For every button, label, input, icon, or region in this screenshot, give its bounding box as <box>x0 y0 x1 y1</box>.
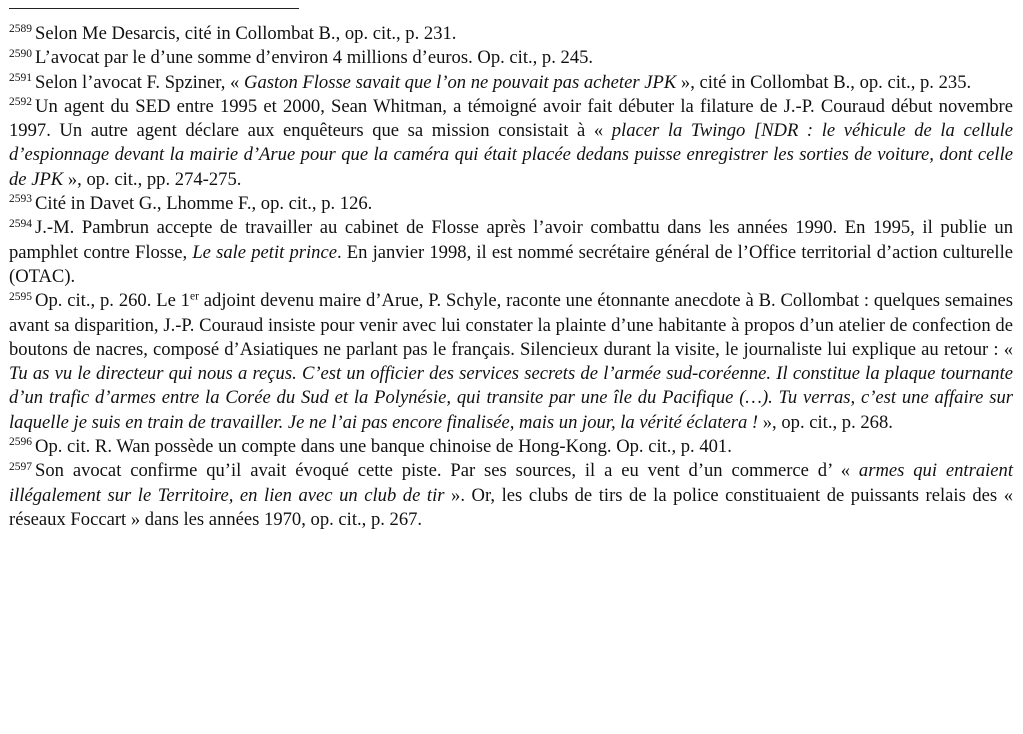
footnote-text: Selon Me Desarcis, cité in Collombat B., op. cit., p. 231. <box>35 23 457 44</box>
ordinal-superscript: er <box>189 290 199 303</box>
footnote-number: 2597 <box>9 460 33 473</box>
footnote-number: 2594 <box>9 217 33 230</box>
footnote <box>9 216 1013 289</box>
footnote-quote: Le sale petit prince <box>192 241 337 263</box>
footnote <box>9 71 1013 95</box>
footnote-text: L’avocat par le d’une somme d’environ 4 millions d’euros. Op. cit., p. 245. <box>35 47 594 69</box>
footnote-text: J.-M. Pambrun accepte de travailler au cabinet de Flosse après l’avoir combattu dans les années 1990. En 1995, il publie un pamphlet contre Flosse, <box>9 217 1013 263</box>
footnote <box>9 435 1013 459</box>
footnote-number: 2591 <box>9 71 33 84</box>
footnote-separator <box>9 8 299 9</box>
footnote <box>9 22 1013 46</box>
footnote-number: 2589 <box>9 23 33 36</box>
footnote-text: ». Or, les clubs de tirs de la police constituaient de puissants relais des « réseaux Foccart » dans les années 1970, op. cit., p. 267. <box>9 484 1014 530</box>
footnote-quote: armes qui entraient illégalement sur le Territoire, en lien avec un club de tir <box>9 460 1014 506</box>
footnote-text: . En janvier 1998, il est nommé secrétaire général de l’Office territorial d’action culturelle (OTAC). <box>9 241 1013 287</box>
footnote-text: Un agent du SED entre 1995 et 2000, Sean Whitman, a témoigné avoir fait débuter la filature de J.-P. Couraud début novembre 1997. Un autre agent déclare aux enquêteurs que sa mission consistait à « <box>9 95 1013 142</box>
footnote-number: 2592 <box>9 96 33 109</box>
footnote-number: 2595 <box>9 290 33 303</box>
footnote-text: Selon l’avocat F. Spziner, « <box>35 71 245 93</box>
footnote <box>9 95 1013 192</box>
footnote-quote: placer la Twingo [NDR : le véhicule de la cellule d’espionnage devant la mairie d’Arue pour que la caméra qui était placée dedans puisse enregistrer les sorties de voiture, dont celle de JPK <box>9 120 1013 190</box>
footnote-text: », op. cit., p. 268. <box>758 411 893 433</box>
footnote-text: », cité in Collombat B., op. cit., p. 235. <box>676 71 972 93</box>
footnote <box>9 459 1013 532</box>
footnote <box>9 46 1013 70</box>
footnote-number: 2593 <box>9 193 33 206</box>
footnote-text: Op. cit. R. Wan possède un compte dans une banque chinoise de Hong-Kong. Op. cit., p. 401. <box>35 436 732 458</box>
footnote-number: 2596 <box>9 436 33 449</box>
footnote-quote: Tu as vu le directeur qui nous a reçus. C’est un officier des services secrets de l’armée sud-coréenne. Il constitue la plaque tournante d’un trafic d’armes entre la Corée du Sud et la Polynésie, qui transite par une île du Pacifique (…). Tu verras, c’est une affaire sur laquelle je suis en train de travailler. Je ne l’ai pas encore finalisée, mais un jour, la vérité éclatera ! <box>9 363 1013 433</box>
footnote-text: Op. cit., p. 260. Le 1 <box>35 290 190 312</box>
footnote-text: Son avocat confirme qu’il avait évoqué cette piste. Par ses sources, il a eu vent d’un commerce d’ « <box>35 460 859 482</box>
footnote-text: Cité in Davet G., Lhomme F., op. cit., p. 126. <box>35 193 373 215</box>
footnote-text: », op. cit., pp. 274-275. <box>63 168 242 190</box>
footnote-text: adjoint devenu maire d’Arue, P. Schyle, raconte une étonnante anecdote à B. Collombat : quelques semaines avant sa disparition, J.-P. Couraud insiste pour venir avec lui constater la plainte d’une habitante à propos d’un atelier de confection de boutons de nacres, composé d’Asiatiques ne parlant pas le français. Silencieux durant la visite, le journaliste lui explique au retour : « <box>9 290 1013 360</box>
footnote <box>9 289 1013 435</box>
footnote <box>9 192 1013 216</box>
footnotes-list <box>9 22 1013 532</box>
footnote-number: 2590 <box>9 47 33 60</box>
footnote-quote: Gaston Flosse savait que l’on ne pouvait pas acheter JPK <box>244 71 677 93</box>
